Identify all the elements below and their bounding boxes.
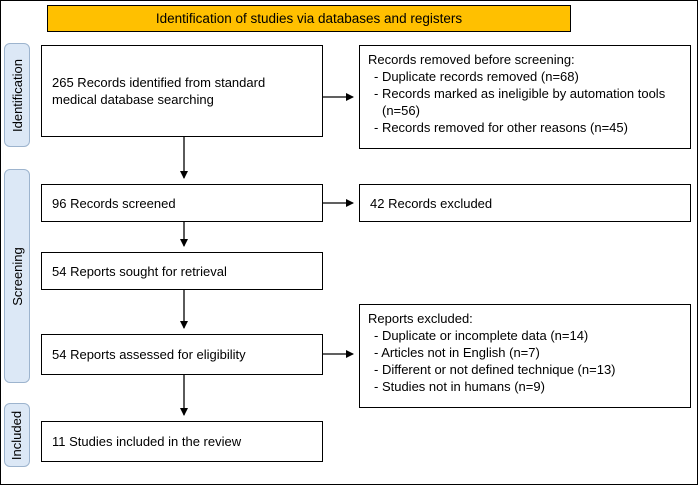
reports-excluded-item: - Duplicate or incomplete data (n=14) bbox=[374, 328, 589, 343]
reports-excluded-item: - Different or not defined technique (n=13) bbox=[374, 362, 616, 377]
reports-excluded-item: - Studies not in humans (n=9) bbox=[374, 379, 545, 394]
box-records-identified bbox=[41, 45, 323, 137]
box-reports-assessed bbox=[41, 334, 323, 375]
box-studies-included-text: 11 Studies included in the review bbox=[52, 434, 242, 449]
stage-label-included bbox=[4, 403, 30, 467]
box-studies-included bbox=[41, 421, 323, 462]
box-records-removed bbox=[359, 45, 691, 149]
box-reports-assessed-text: 54 Reports assessed for eligibility bbox=[52, 347, 246, 362]
box-reports-excluded-title: Reports excluded: bbox=[368, 311, 473, 326]
box-records-removed-title: Records removed before screening: bbox=[368, 52, 575, 67]
box-records-excluded bbox=[359, 184, 691, 222]
box-records-excluded-text: 42 Records excluded bbox=[370, 195, 493, 211]
stage-label-screening-text: Screening bbox=[9, 246, 25, 306]
box-reports-sought bbox=[41, 252, 323, 290]
records-removed-item: - Duplicate records removed (n=68) bbox=[374, 69, 579, 84]
diagram-title: Identification of studies via databases and registers bbox=[155, 11, 463, 26]
box-records-screened-text: 96 Records screened bbox=[52, 195, 176, 211]
records-removed-item: - Records marked as ineligible by automation tools (n=56) bbox=[374, 86, 666, 118]
records-removed-item: - Records removed for other reasons (n=45) bbox=[374, 120, 628, 135]
box-records-screened bbox=[41, 184, 323, 222]
box-reports-sought-text: 54 Reports sought for retrieval bbox=[52, 263, 227, 279]
box-records-identified-text: 265 Records identified from standard medical database searching bbox=[52, 75, 266, 107]
diagram-title-banner bbox=[47, 5, 571, 32]
stage-label-identification bbox=[4, 43, 30, 147]
stage-label-screening bbox=[4, 169, 30, 383]
stage-label-included-text: Included bbox=[9, 410, 25, 460]
stage-label-identification-text: Identification bbox=[9, 58, 25, 132]
box-reports-excluded bbox=[359, 304, 691, 408]
reports-excluded-item: - Articles not in English (n=7) bbox=[374, 345, 540, 360]
